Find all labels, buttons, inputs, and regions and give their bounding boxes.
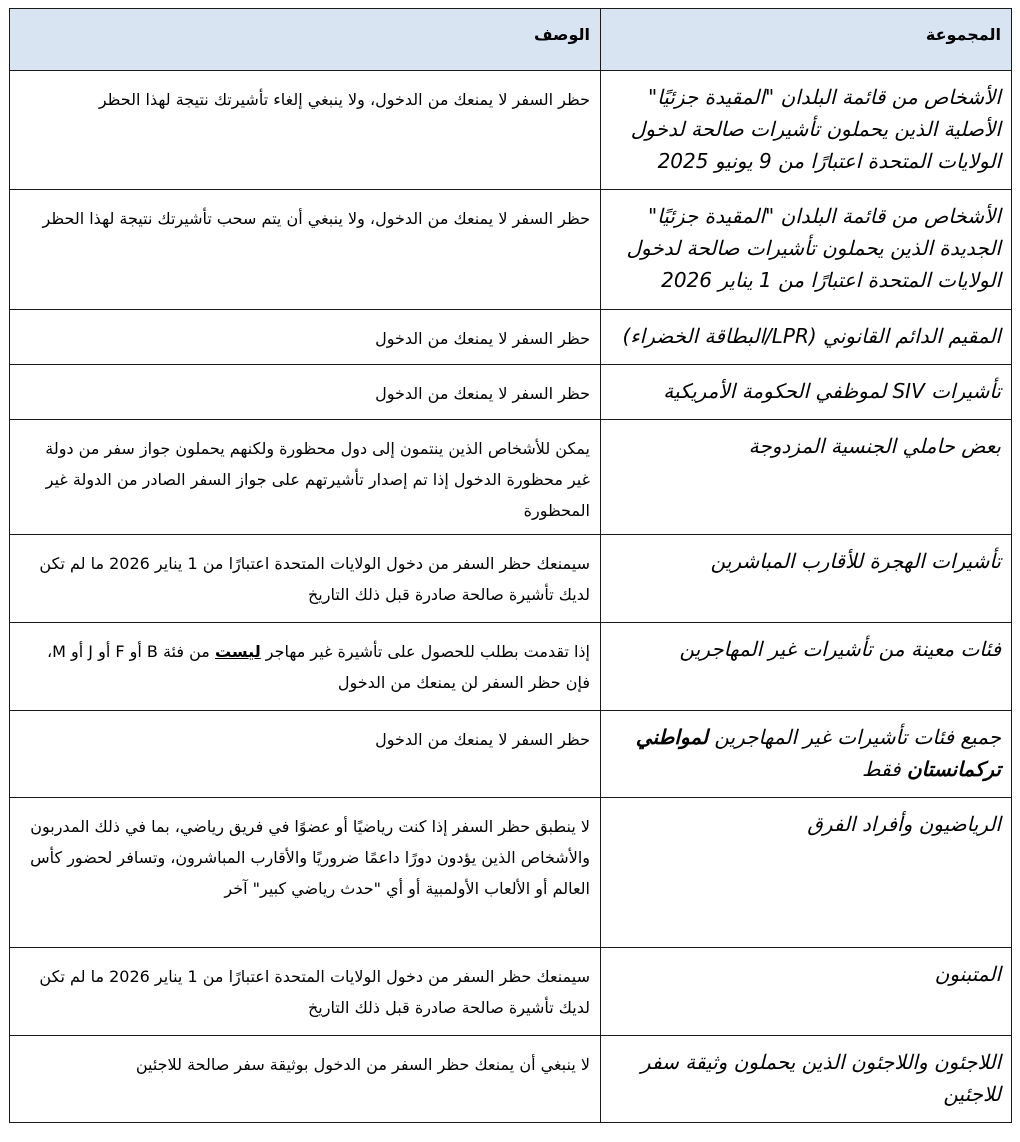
description-cell: حظر السفر لا يمنعك من الدخول، ولا ينبغي أن يتم سحب تأشيرتك نتيجة لهذا الحظر <box>10 190 601 310</box>
table-row <box>10 190 1012 310</box>
table-row <box>10 535 1012 623</box>
header-group: المجموعة <box>601 9 1012 71</box>
group-cell: اللاجئون واللاجئون الذين يحملون وثيقة سفر للاجئين <box>601 1036 1012 1123</box>
group-text: فقط <box>861 757 907 781</box>
description-cell: يمكن للأشخاص الذين ينتمون إلى دول محظورة ولكنهم يحملون جواز سفر من دولة غير محظورة الدخول إذا تم إصدار تأشيرتهم على جواز السفر الصادر من الدولة غير المحظورة <box>10 420 601 535</box>
description-cell: حظر السفر لا يمنعك من الدخول <box>10 310 601 365</box>
travel-ban-table <box>9 8 1012 1123</box>
description-cell: لا ينطبق حظر السفر إذا كنت رياضيًا أو عضوًا في فريق رياضي، بما في ذلك المدربون والأشخاص الذين يؤدون دورًا داعمًا ضروريًا والأقارب المباشرون، وتسافر لحضور كأس العالم أو الألعاب الأولمبية أو أي "حدث رياضي كبير" آخر <box>10 798 601 948</box>
table-row <box>10 1036 1012 1123</box>
description-text: إذا تقدمت بطلب للحصول على تأشيرة غير مهاجر <box>260 642 590 661</box>
description-cell: حظر السفر لا يمنعك من الدخول <box>10 711 601 798</box>
group-cell <box>601 711 1012 798</box>
description-cell: لا ينبغي أن يمنعك حظر السفر من الدخول بوثيقة سفر صالحة للاجئين <box>10 1036 601 1123</box>
description-cell: سيمنعك حظر السفر من دخول الولايات المتحدة اعتبارًا من 1 يناير 2026 ما لم تكن لديك تأشيرة صالحة صادرة قبل ذلك التاريخ <box>10 535 601 623</box>
group-cell: فئات معينة من تأشيرات غير المهاجرين <box>601 623 1012 711</box>
description-cell: حظر السفر لا يمنعك من الدخول <box>10 365 601 420</box>
group-emphasis: لمواطني تركمانستان <box>635 725 1001 781</box>
table-row <box>10 71 1012 190</box>
description-cell: سيمنعك حظر السفر من دخول الولايات المتحدة اعتبارًا من 1 يناير 2026 ما لم تكن لديك تأشيرة صالحة صادرة قبل ذلك التاريخ <box>10 948 601 1036</box>
group-cell: المقيم الدائم القانوني (LPR/البطاقة الخضراء) <box>601 310 1012 365</box>
description-cell: حظر السفر لا يمنعك من الدخول، ولا ينبغي إلغاء تأشيرتك نتيجة لهذا الحظر <box>10 71 601 190</box>
header-description: الوصف <box>10 9 601 71</box>
group-cell: الأشخاص من قائمة البلدان "المقيدة جزئيًا" الجديدة الذين يحملون تأشيرات صالحة لدخول الولايات المتحدة اعتبارًا من 1 يناير 2026 <box>601 190 1012 310</box>
group-cell: الرياضيون وأفراد الفرق <box>601 798 1012 948</box>
group-cell: الأشخاص من قائمة البلدان "المقيدة جزئيًا" الأصلية الذين يحملون تأشيرات صالحة لدخول الولايات المتحدة اعتبارًا من 9 يونيو 2025 <box>601 71 1012 190</box>
table-row <box>10 798 1012 948</box>
table-row <box>10 310 1012 365</box>
description-cell <box>10 623 601 711</box>
table-row <box>10 420 1012 535</box>
table-header-row <box>10 9 1012 71</box>
group-text: جميع فئات تأشيرات غير المهاجرين <box>707 725 1001 749</box>
group-cell: تأشيرات SIV لموظفي الحكومة الأمريكية <box>601 365 1012 420</box>
table-row <box>10 365 1012 420</box>
table-row <box>10 711 1012 798</box>
group-cell: المتبنون <box>601 948 1012 1036</box>
description-emphasis: ليست <box>214 642 261 661</box>
description-text: من فئة B أو F أو J أو M، فإن حظر السفر لن يمنعك من الدخول <box>46 642 590 692</box>
group-cell: تأشيرات الهجرة للأقارب المباشرين <box>601 535 1012 623</box>
group-cell: بعض حاملي الجنسية المزدوجة <box>601 420 1012 535</box>
travel-ban-table-container <box>9 8 1011 1123</box>
table-row <box>10 948 1012 1036</box>
table-row <box>10 623 1012 711</box>
